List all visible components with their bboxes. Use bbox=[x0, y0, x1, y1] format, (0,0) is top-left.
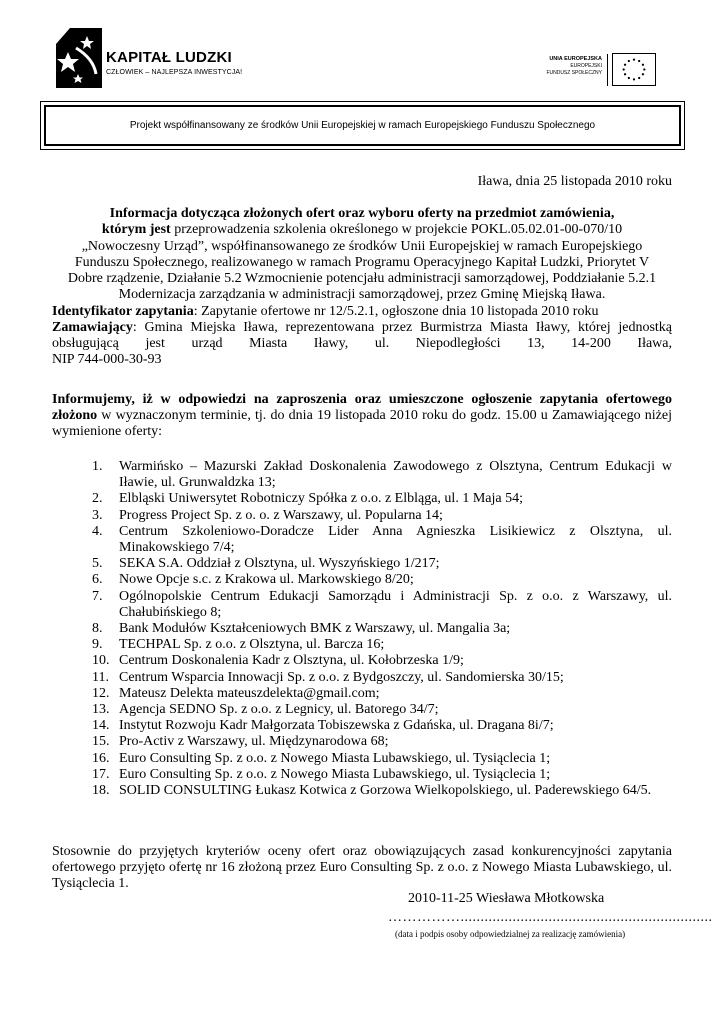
offer-number: 1. bbox=[92, 459, 103, 474]
offer-text: Centrum Wsparcia Innowacji Sp. z o.o. z Bydgoszczy, ul. Sandomierska 30/15; bbox=[119, 669, 564, 685]
logo-subtitle: CZŁOWIEK – NAJLEPSZA INWESTYCJA! bbox=[106, 69, 243, 76]
eu-flag-icon bbox=[612, 53, 656, 86]
offer-text: Euro Consulting Sp. z o.o. z Nowego Miasta Lubawskiego, ul. Tysiąclecia 1; bbox=[119, 750, 551, 766]
signature-date-name: 2010-11-25 Wiesława Młotkowska bbox=[408, 891, 605, 906]
offer-item bbox=[92, 589, 672, 621]
offer-text: Warmińsko – Mazurski Zakład Doskonalenia Zawodowego z Olsztyna, Centrum Edukacji w Iławie, ul. Grunwaldzka 13; bbox=[119, 459, 672, 491]
document-date: Iława, dnia 25 listopada 2010 roku bbox=[477, 174, 672, 189]
signature-line: ……………............................................................... bbox=[388, 910, 713, 925]
final-paragraph: Stosownie do przyjętych kryteriów oceny ofert oraz obowiązujących zasad konkurencyjności zapytania ofertowego przyjęto ofertę nr 16 złożoną przez Euro Consulting Sp. z o.o. z Nowego Miasta Lubawskiego, ul. Tysiąclecia 1. bbox=[52, 844, 672, 891]
kapital-ludzki-logo-icon bbox=[56, 28, 102, 88]
offer-item bbox=[92, 670, 672, 686]
intro-paragraph bbox=[52, 206, 672, 304]
offer-item bbox=[92, 524, 672, 556]
offer-number: 10. bbox=[92, 653, 110, 669]
intro-which: którym jest bbox=[101, 222, 171, 238]
buyer-label: Zamawiający bbox=[52, 320, 133, 335]
intro-line6: Modernizacja zarządzania w administracji samorządowej, przez Gminę Miejską Iława. bbox=[118, 287, 606, 303]
logo-title: KAPITAŁ LUDZKI bbox=[106, 49, 232, 66]
offer-item bbox=[92, 508, 672, 524]
offer-text: Pro-Activ z Warszawy, ul. Międzynarodowa 68; bbox=[119, 734, 389, 750]
offer-item bbox=[92, 653, 672, 669]
offer-text: Bank Modułów Kształceniowych BMK z Warszawy, ul. Mangalia 3a; bbox=[119, 621, 511, 637]
offer-text: Ogólnopolskie Centrum Edukacji Samorządu i Administracji Sp. z o.o. z Warszawy, ul. Chałubińskiego 8; bbox=[119, 588, 672, 620]
offer-number: 14. bbox=[92, 718, 110, 734]
offer-number: 16. bbox=[92, 750, 110, 766]
request-identification bbox=[52, 304, 672, 368]
offer-number: 12. bbox=[92, 685, 110, 701]
ident-text: : Zapytanie ofertowe nr 12/5.2.1, ogłoszone dnia 10 listopada 2010 roku bbox=[193, 304, 599, 319]
offer-number: 15. bbox=[92, 734, 110, 750]
eu-label-line1: UNIA EUROPEJSKA bbox=[549, 56, 602, 62]
ident-label: Identyfikator zapytania bbox=[52, 304, 194, 319]
intro-line4: Funduszu Społecznego, realizowanego w ramach Programu Operacyjnego Kapitał Ludzki, Priorytet V bbox=[74, 254, 650, 270]
offer-text: Centrum Szkoleniowo-Doradcze Lider Anna Agnieszka Lisikiewicz z Olsztyna, ul. Minakowskiego 7/4; bbox=[119, 523, 672, 556]
offer-number: 17. bbox=[92, 766, 110, 782]
offer-text: SOLID CONSULTING Łukasz Kotwica z Gorzowa Wielkopolskiego, ul. Paderewskiego 64/5. bbox=[119, 783, 652, 799]
offer-number: 2. bbox=[92, 491, 103, 507]
offer-text: Elbląski Uniwersytet Robotniczy Spółka z o.o. z Elbląga, ul. 1 Maja 54; bbox=[119, 491, 523, 507]
offer-number: 3. bbox=[92, 507, 103, 523]
offer-item bbox=[92, 751, 672, 767]
offer-number: 8. bbox=[92, 621, 103, 637]
offer-text: Mateusz Delekta mateuszdelekta@gmail.com; bbox=[119, 685, 380, 701]
offer-number: 7. bbox=[92, 588, 103, 604]
info-paragraph bbox=[52, 392, 672, 440]
eu-label-line3: FUNDUSZ SPOŁECZNY bbox=[546, 70, 602, 76]
offer-item bbox=[92, 686, 672, 702]
buyer-text-3: NIP 744-000-30-93 bbox=[52, 352, 162, 367]
offer-number: 18. bbox=[92, 783, 110, 799]
info-rest: w wyznaczonym terminie, tj. do dnia 19 listopada 2010 roku do godz. 15.00 u Zamawiającego niżej wymienione oferty: bbox=[52, 408, 672, 439]
offer-number: 4. bbox=[92, 523, 103, 539]
offer-item bbox=[92, 459, 672, 491]
offer-number: 11. bbox=[92, 669, 109, 685]
offer-text: Euro Consulting Sp. z o.o. z Nowego Miasta Lubawskiego, ul. Tysiąclecia 1; bbox=[119, 766, 551, 782]
eu-label bbox=[546, 56, 602, 77]
offer-number: 13. bbox=[92, 702, 110, 718]
signature-caption: (data i podpis osoby odpowiedzialnej za realizację zamówienia) bbox=[395, 929, 626, 939]
page-header bbox=[0, 0, 724, 100]
buyer-text-2: obsługującą jest urząd Miasta Iławy, ul. Niepodległości 13, 14-200 Iława, bbox=[52, 336, 672, 351]
offer-item bbox=[92, 637, 672, 653]
offers-list bbox=[92, 459, 672, 799]
eu-label-line2: EUROPEJSKI bbox=[570, 63, 602, 69]
offer-item bbox=[92, 702, 672, 718]
offer-item bbox=[92, 767, 672, 783]
buyer-text-1: : Gmina Miejska Iława, reprezentowana przez Burmistrza Miasta Iławy, której jednostką bbox=[132, 320, 672, 335]
intro-line3: „Nowoczesny Urząd”, współfinansowanego ze środków Unii Europejskiej w ramach Europejskiego bbox=[81, 238, 643, 254]
offer-number: 5. bbox=[92, 556, 103, 572]
intro-title: Informacja dotycząca złożonych ofert oraz wyboru oferty na przedmiot zamówienia, bbox=[109, 206, 615, 221]
offer-number: 6. bbox=[92, 572, 103, 588]
banner bbox=[44, 105, 681, 146]
offer-number: 9. bbox=[92, 637, 103, 653]
offer-text: TECHPAL Sp. z o.o. z Olsztyna, ul. Barcza 16; bbox=[119, 637, 385, 653]
offer-item bbox=[92, 491, 672, 507]
offer-text: Progress Project Sp. z o. o. z Warszawy, ul. Popularna 14; bbox=[119, 507, 443, 523]
intro-line5: Dobre rządzenie, Działanie 5.2 Wzmocnienie potencjału administracji samorządowej, Poddziałanie 5.2.1 bbox=[67, 271, 657, 287]
offer-item bbox=[92, 783, 672, 799]
offer-item bbox=[92, 734, 672, 750]
intro-which-rest: przeprowadzenia szkolenia określonego w projekcie POKL.05.02.01-00-070/10 bbox=[170, 222, 623, 238]
banner-text: Projekt współfinansowany ze środków Unii Europejskiej w ramach Europejskiego Funduszu Społecznego bbox=[129, 120, 596, 131]
eu-separator bbox=[607, 54, 608, 86]
offer-item bbox=[92, 621, 672, 637]
offer-item bbox=[92, 556, 672, 572]
offer-text: SEKA S.A. Oddział z Olsztyna, ul. Wyszyńskiego 1/217; bbox=[119, 556, 440, 572]
offer-text: Centrum Doskonalenia Kadr z Olsztyna, ul. Kołobrzeska 1/9; bbox=[119, 653, 464, 669]
offer-item bbox=[92, 572, 672, 588]
offer-text: Instytut Rozwoju Kadr Małgorzata Tobiszewska z Gdańska, ul. Dragana 8i/7; bbox=[119, 718, 554, 734]
offer-text: Nowe Opcje s.c. z Krakowa ul. Markowskiego 8/20; bbox=[119, 572, 414, 588]
info-bold-2: złożono bbox=[52, 408, 98, 423]
offer-text: Agencja SEDNO Sp. z o.o. z Legnicy, ul. Batorego 34/7; bbox=[119, 702, 439, 718]
info-bold-1: Informujemy, iż w odpowiedzi na zaproszenia oraz umieszczone ogłoszenie zapytania ofertowego bbox=[52, 392, 672, 407]
offer-item bbox=[92, 718, 672, 734]
